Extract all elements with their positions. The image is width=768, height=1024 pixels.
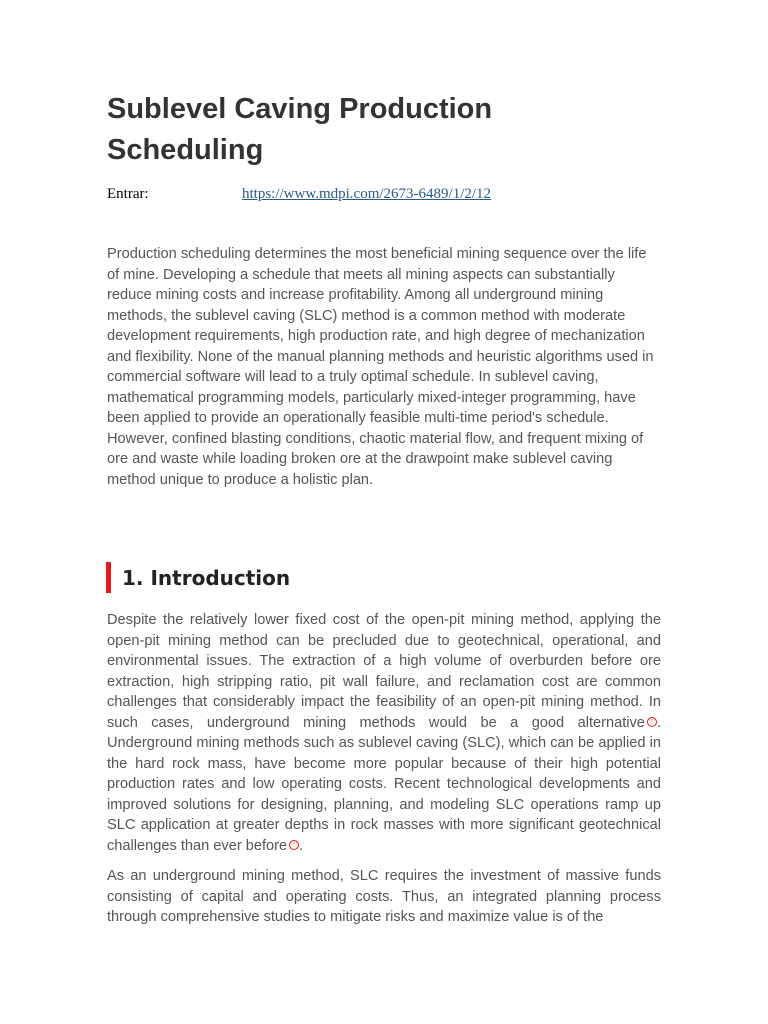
intro-paragraph-1-text-a: Despite the relatively lower fixed cost of the open-pit mining method, applying the open-pit mining method can be precluded due to geotechnical, operational, and environmental issues. The extraction of a high volume of overburden before ore extraction, high stripping ratio, pit wall failure, and reclamation cost are common challenges that considerably impact the feasibility of an open-pit mining method. In such cases, underground mining methods would be a good alternative [107,612,661,731]
heading-accent-bar [106,562,111,593]
intro-paragraph-1-text-b: . Underground mining methods such as sublevel caving (SLC), which can be applied in the hard rock mass, have become more popular because of their high potential production rates and low operating costs. Recent technological developments and improved solutions for designing, planning, and modeling SLC operations ramp up SLC application at greater depths in rock masses with more significant geotechnical challenges than ever before [107,714,661,854]
reference-icon[interactable]: ⓡ [648,718,655,725]
intro-paragraph-2: As an underground mining method, SLC requires the investment of massive funds consisting of capital and operating costs. Thus, an integrated planning process through comprehensive studies to mitigate risks and maximize value is of the [107,868,661,925]
entry-label: Entrar: [107,186,149,202]
intro-paragraph-1-text-c: . [299,837,304,854]
entry-row [107,184,661,204]
abstract-paragraph: Production scheduling determines the most beneficial mining sequence over the life of mine. Developing a schedule that meets all mining aspects can substantially reduce mining costs and increase profitability. Among all underground mining methods, the sublevel caving (SLC) method is a common method with moderate development requirements, high production rate, and high degree of mechanization and flexibility. None of the manual planning methods and heuristic algorithms used in commercial software will lead to a truly optimal schedule. In sublevel caving, mathematical programming models, particularly mixed-integer programming, have been applied to provide an operationally feasible multi-time period's schedule. However, confined blasting conditions, chaotic material flow, and frequent mixing of ore and waste while loading broken ore at the drawpoint make sublevel caving method unique to produce a holistic plan. [107,246,654,488]
intro-paragraph-1 [107,610,661,856]
document-title: Sublevel Caving Production Scheduling [107,93,493,166]
entry-link[interactable]: https://www.mdpi.com/2673-6489/1/2/12 [242,186,492,202]
section-heading [106,562,290,593]
section-heading-text: 1. Introduction [122,565,291,590]
reference-icon[interactable]: ⓡ [291,841,298,848]
